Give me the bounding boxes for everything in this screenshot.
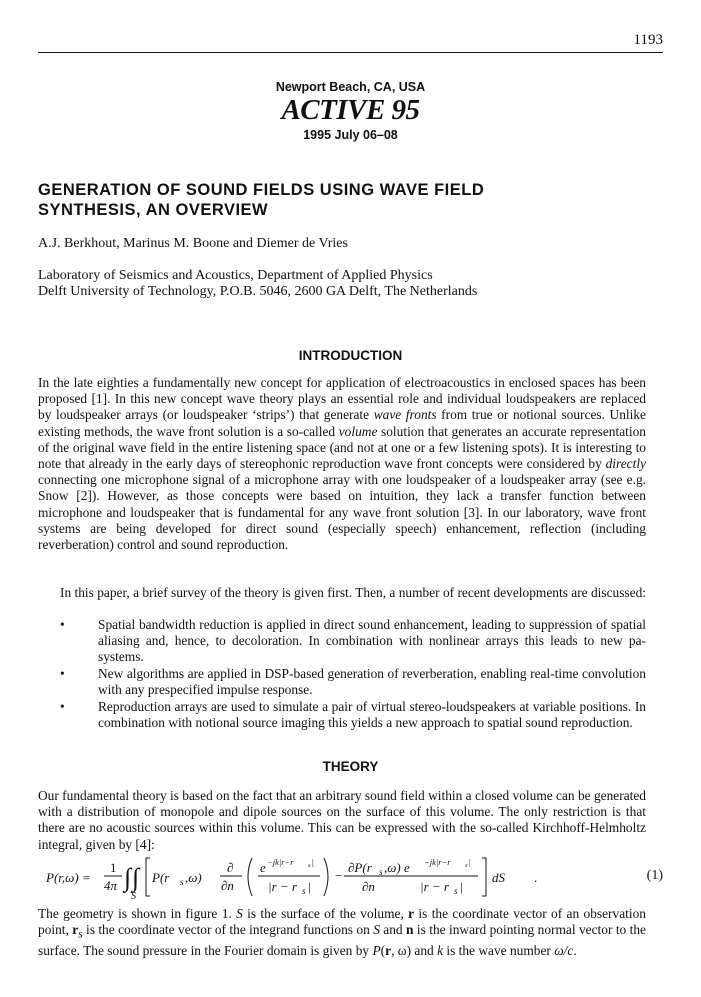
eq-sub-s-1: s: [180, 877, 184, 887]
eq-dS: dS: [492, 870, 505, 885]
introduction-paragraph-2: In this paper, a brief survey of the theory is given first. Then, a number of recent developments are discussed:: [60, 585, 646, 600]
eq-exponent-2: −jk|r−r: [424, 857, 451, 867]
header-rule: [38, 52, 663, 53]
list-item: • Spatial bandwidth reduction is applied in direct sound enhancement, leading to suppression of spatial aliasing and, hence, to decoloration. In combination with nonlinear arrays this leads to new pa-systems.: [60, 617, 646, 665]
eq-one: 1: [110, 860, 117, 875]
eq-dist-sub-s-2: s: [454, 886, 458, 896]
paper-title: [38, 180, 598, 220]
eq-p-rs: P(r: [152, 870, 170, 885]
conference-place: Newport Beach, CA, USA: [275, 80, 426, 94]
eq-dist-close-1: |: [308, 879, 311, 894]
equation-lhs: P(r,ω) =: [46, 870, 91, 885]
eq-dist-2: |r − r: [420, 879, 449, 894]
kirchhoff-helmholtz-equation: [38, 852, 663, 900]
eq-omega-1: ,ω): [185, 870, 202, 885]
eq-four-pi: 4π: [104, 878, 118, 893]
eq-dP-close: ,ω) e: [384, 860, 410, 875]
list-item: • Reproduction arrays are used to simulate a pair of virtual stereo-loudspeakers at variable positions. In combination with notional source imaging this yields a new approach to spatial sound reproduction.: [60, 698, 646, 730]
affiliation-line-2: Delft University of Technology, P.O.B. 5046, 2600 GA Delft, The Netherlands: [38, 284, 478, 299]
theory-paragraph-2: The geometry is shown in figure 1. S is the surface of the volume, r is the coordinate vector of an observation point, $r_s$ is the coordinate vector of the integrand functions on S and n is the inward pointing normal vector to the surface. The sound pressure in the Fourier domain is given by P(r, ω) and k is the wave number ω/c.: [38, 906, 647, 959]
theory-heading: THEORY: [322, 759, 379, 774]
eq-dP: ∂P(r: [348, 860, 372, 875]
eq-dist-close-2: |: [460, 879, 463, 894]
page-number: 1193: [633, 32, 663, 48]
introduction-heading: INTRODUCTION: [298, 348, 403, 363]
list-item: • New algorithms are applied in DSP-based generation of reverberation, enabling real-time convolution with any prespecified impulse response.: [60, 665, 646, 698]
affiliation-line-1: Laboratory of Seismics and Acoustics, Department of Applied Physics: [38, 268, 433, 283]
authors: A.J. Berkhout, Marinus M. Boone and Diemer de Vries: [38, 236, 348, 251]
eq-dP-sub-s: s: [379, 867, 383, 877]
eq-exp-sub-s-2: s: [465, 862, 468, 869]
eq-partial-1: ∂: [227, 860, 234, 875]
equation-number: (1): [646, 868, 663, 883]
introduction-paragraph-1: In the late eighties a fundamentally new concept for application of electroacoustics in enclosed spaces has been proposed [1]. In this new concept wave theory plays an essential role and individual loudspeakers are replaced by loudspeaker arrays (or loudspeaker ‘strips’) that generate wave fronts from true or notional sources. Unlike existing methods, the wave front solution is a so-called volume solution that generates an accurate representation of the original wave field in the entire listening space (and not at one or a few listening spots). It is interesting to note that already in the early days of stereophonic reproduction wave front concepts were considered by directly connecting one microphone signal of a microphone array with one loudspeaker of a loudspeaker array (see e.g. Snow [2]). However, as those concepts were based on intuition, they lack a transfer function between microphone and loudspeaker that is fundamental for any wave front solution [3]. In our laboratory, wave front systems are being developed for direct sound (especially speech) enhancement, reflection (including reverberation) control and sound reproduction.: [38, 375, 646, 553]
eq-dn-2: ∂n: [362, 879, 375, 894]
eq-surface-label: S: [131, 891, 136, 900]
eq-minus: −: [335, 868, 343, 883]
eq-exponent-1: −jk|r−r: [267, 857, 294, 867]
theory-paragraph-1: Our fundamental theory is based on the fact that an arbitrary sound field within a closed volume can be generated with a distribution of monopole and dipole sources on the surface of this volume. The only restriction is that there are no acoustic sources within this volume. This can be expressed with the so-called Kirchhoff-Helmholtz integral, given by [4]:: [38, 788, 646, 852]
paper-title-line-2: SYNTHESIS, AN OVERVIEW: [38, 201, 269, 219]
eq-period: .: [534, 870, 538, 885]
eq-integral-2: ∫: [132, 863, 140, 892]
eq-dn-1: ∂n: [221, 878, 234, 893]
eq-dist-sub-s-1: s: [302, 886, 306, 896]
developments-list: [38, 617, 646, 731]
conference-date: 1995 July 06–08: [303, 128, 398, 142]
paper-title-line-1: GENERATION OF SOUND FIELDS USING WAVE FIELD: [38, 181, 485, 199]
eq-exp-close-1: |: [312, 857, 314, 867]
eq-integral-1: ∫: [124, 863, 132, 892]
eq-exp-1: e: [260, 860, 266, 875]
bullet-icon: •: [60, 617, 65, 632]
eq-dist-1: |r − r: [268, 879, 297, 894]
affiliation: [38, 268, 477, 300]
bullet-icon: •: [60, 698, 65, 714]
eq-exp-sub-s-1: s: [308, 862, 311, 869]
bullet-icon: •: [60, 665, 65, 681]
eq-exp-close-2: |: [469, 857, 471, 867]
conference-name: ACTIVE 95: [281, 94, 420, 126]
equation-graphic: [38, 852, 598, 900]
